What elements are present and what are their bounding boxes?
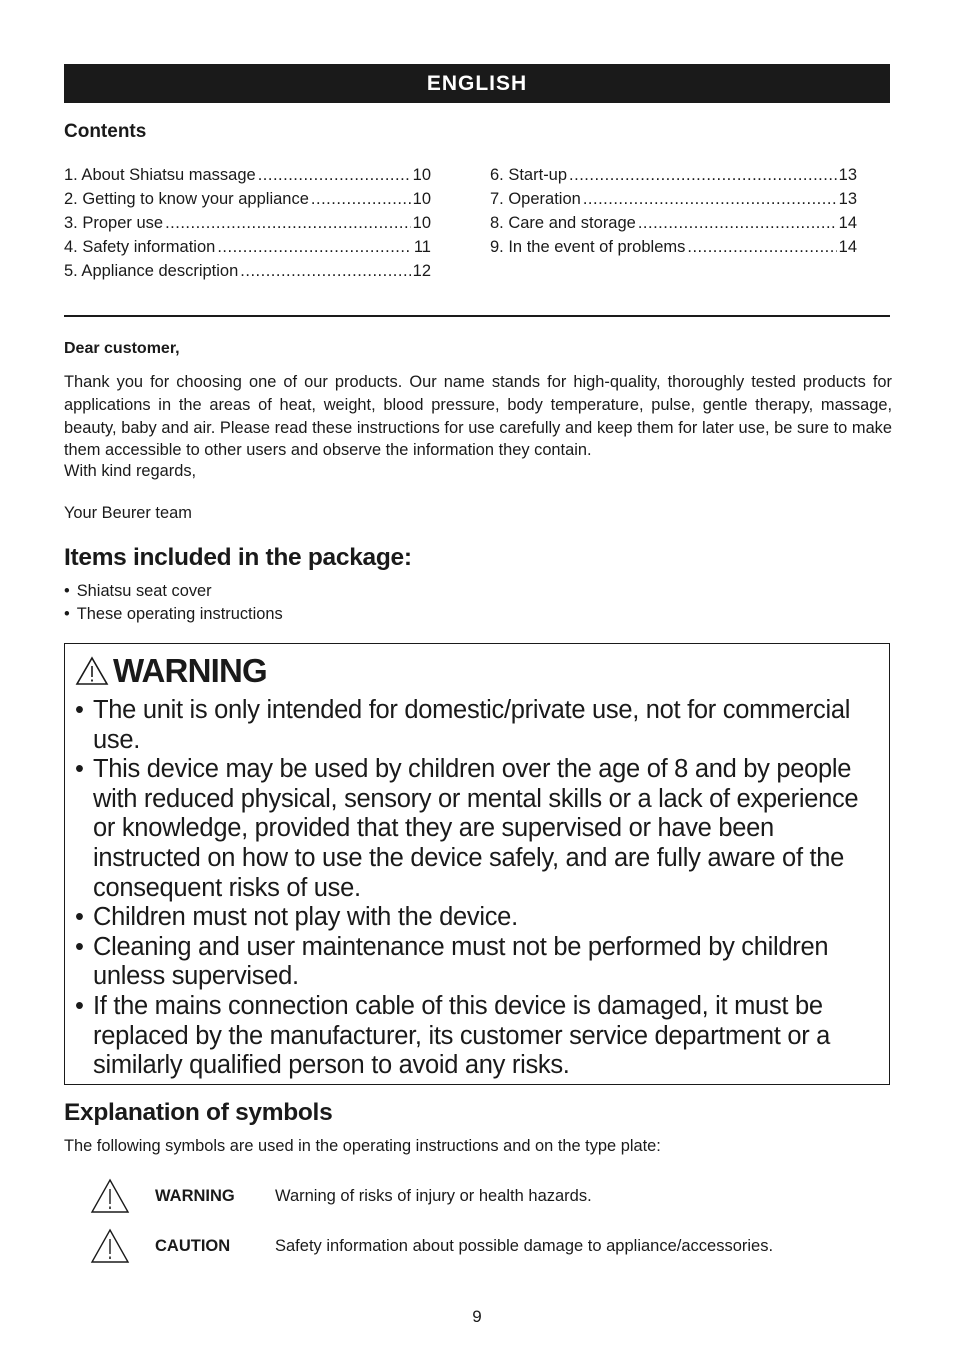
toc-leader: [165, 211, 411, 235]
toc-entry[interactable]: [490, 235, 857, 259]
salutation: Dear customer,: [64, 340, 180, 357]
warning-triangle-icon: [75, 656, 113, 686]
contents-title: Contents: [64, 121, 147, 142]
symbol-description: Safety information about possible damage to appliance/accessories.: [275, 1236, 774, 1255]
warning-title: WARNING: [113, 652, 267, 689]
intro-paragraph: Thank you for choosing one of our products. Our name stands for high-quality, thoroughly tested products for applications in the areas of heat, weight, blood pressure, body temperature, pulse, gentle therapy, massage, beauty, baby and air. Please read these instructions for use carefully and keep them for later use, be sure to make them accessible to other users and observe the information they contain.: [64, 373, 892, 460]
list-item: • Children must not play with the device.: [75, 903, 883, 933]
toc-leader: [569, 163, 837, 187]
list-item: • The unit is only intended for domestic/private use, not for commercial use.: [75, 696, 883, 755]
toc-entry-page: 11: [413, 238, 431, 256]
symbol-row: [90, 1178, 592, 1214]
toc-entry-label: 8. Care and storage: [490, 214, 636, 232]
toc-entry-label: 2. Getting to know your appliance: [64, 190, 309, 208]
list-item: • Cleaning and user maintenance must not be performed by children unless supervised.: [75, 933, 883, 992]
symbol-keyword: WARNING: [155, 1186, 235, 1205]
toc-entry-page: 10: [412, 190, 431, 208]
toc-entry[interactable]: [490, 211, 857, 235]
warning-box: [64, 643, 890, 1085]
symbol-keyword: CAUTION: [155, 1236, 231, 1255]
toc-right-column: [490, 163, 857, 259]
toc-entry[interactable]: [64, 259, 431, 283]
toc-entry[interactable]: [64, 187, 431, 211]
toc-entry-label: 1. About Shiatsu massage: [64, 166, 256, 184]
warning-triangle-icon: [90, 1178, 130, 1214]
toc-entry-label: 9. In the event of problems: [490, 238, 686, 256]
package-heading: Items included in the package:: [64, 544, 412, 571]
toc-entry-label: 6. Start-up: [490, 166, 568, 184]
warning-list: [75, 696, 883, 1081]
list-item: • These operating instructions: [64, 603, 283, 626]
toc-entry-page: 10: [412, 214, 431, 232]
list-item: • Shiatsu seat cover: [64, 580, 283, 603]
symbol-row: [90, 1228, 774, 1264]
toc-leader: [687, 235, 836, 259]
list-item: • If the mains connection cable of this device is damaged, it must be replaced by the manufacturer, its customer service department or a similarly qualified person to avoid any risks.: [75, 992, 883, 1081]
language-header: ENGLISH: [64, 64, 890, 103]
toc-leader: [311, 187, 411, 211]
warning-triangle-icon: [90, 1228, 130, 1264]
symbols-heading: Explanation of symbols: [64, 1099, 333, 1126]
toc-left-column: [64, 163, 431, 283]
package-list: [64, 580, 283, 626]
symbols-intro: The following symbols are used in the operating instructions and on the type plate:: [64, 1137, 661, 1155]
toc-entry-page: 10: [412, 166, 431, 184]
toc-entry-label: 3. Proper use: [64, 214, 164, 232]
toc-leader: [583, 187, 837, 211]
toc-leader: [240, 259, 410, 283]
toc-entry-page: 13: [838, 190, 857, 208]
closing: With kind regards,: [64, 462, 197, 480]
symbol-description: Warning of risks of injury or health hazards.: [275, 1186, 592, 1205]
page-number: 9: [472, 1307, 482, 1326]
toc-leader: [217, 235, 412, 259]
toc-entry[interactable]: [490, 187, 857, 211]
toc-entry-label: 5. Appliance description: [64, 262, 239, 280]
toc-entry[interactable]: [64, 211, 431, 235]
warning-heading: [75, 652, 267, 690]
toc-entry-page: 14: [838, 238, 857, 256]
toc-entry-page: 12: [412, 262, 431, 280]
signature: Your Beurer team: [64, 504, 192, 522]
toc-entry-page: 14: [838, 214, 857, 232]
toc-entry[interactable]: [64, 163, 431, 187]
section-divider: [64, 315, 890, 317]
list-item: • This device may be used by children over the age of 8 and by people with reduced physical, sensory or mental skills or a lack of experience or knowledge, provided that they are supervised or have been instructed on how to use the device safely, and are fully aware of the consequent risks of use.: [75, 755, 883, 903]
toc-entry[interactable]: [64, 235, 431, 259]
toc-entry-page: 13: [838, 166, 857, 184]
toc-leader: [638, 211, 837, 235]
toc-entry[interactable]: [490, 163, 857, 187]
toc-entry-label: 7. Operation: [490, 190, 581, 208]
toc-entry-label: 4. Safety information: [64, 238, 216, 256]
toc-leader: [258, 163, 411, 187]
